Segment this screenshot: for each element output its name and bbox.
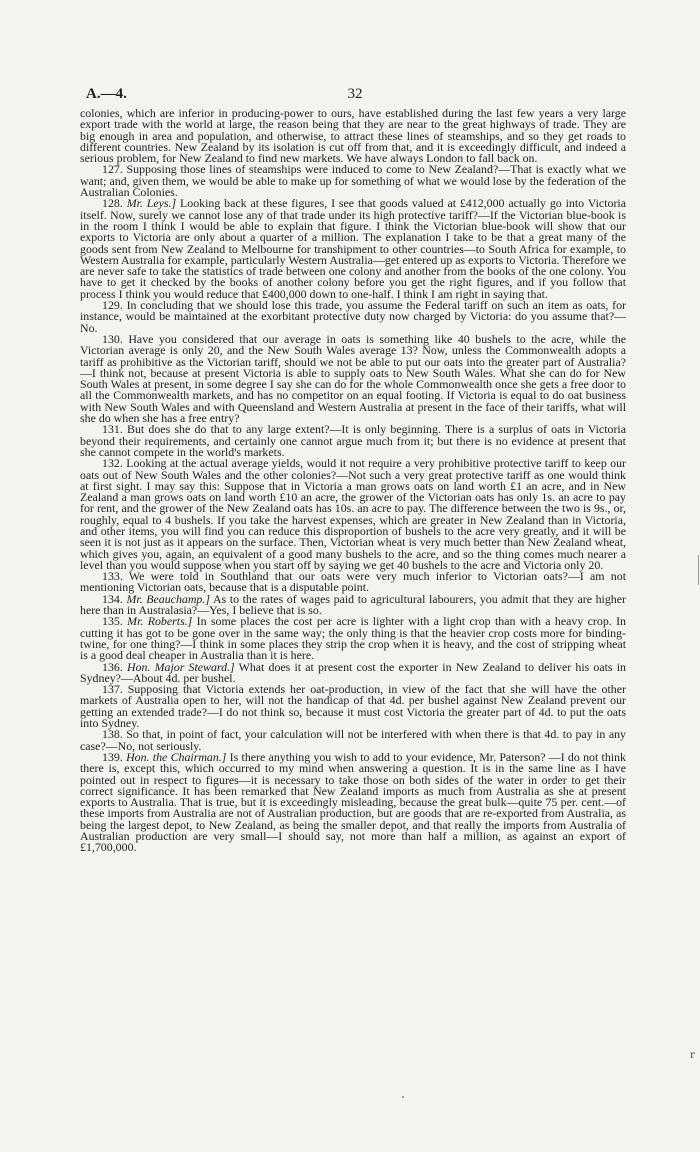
paragraph-135: 135. Mr. Roberts.] In some places the cost per acre is lighter with a light crop than with a heavy crop. In cutting it has got to be gone over in the same way; the only thing is that the heavier crop costs more for binding-twine, for one thing?—I think in some places they strip the crop when it is heavy, and the cost of stripping wheat is a good deal cheaper in Australia than it is here. [80,614,626,663]
paragraph-137: 137. Supposing that Victoria extends her oat-production, in view of the fact that she will have the other markets of Australia open to her, will not the handicap of that 4d. per bushel against New Zealand prevent our getting an extended trade?—I do not think so, because it must cost Victoria the greater part of 4d. to put the oats into Sydney. [80,682,626,731]
margin-mark: r [690,1050,695,1061]
evidence-text [80,108,626,854]
document-code: A.—4. [86,86,127,102]
paragraph-139: 139. Hon. the Chairman.] Is there anything you wish to add to your evidence, Mr. Paterson? —I do not think there is, except this, which occurred to my mind when answering a question. It is in the same line as I have pointed out in respect to figures—it is necessary to take those on both sides of the water in order to get their correct significance. It has been remarked that New Zealand imports as much from Australia as she at present exports to Australia. That is true, but it is exceedingly misleading, because the great bulk—quite 75 per. cent.—of these imports from Australia are not of Australian production, but are goods that are re-exported from Australia, as being the largest depot, to New Zealand, as being the smaller depot, and that really the imports from Australia of Australian production are very small—I should say, not more than half a million, as against an export of £1,700,000. [80,749,626,855]
page-number: 32 [347,86,363,102]
speaker-name: Mr. Roberts.] [127,614,193,629]
paragraph-134: 134. Mr. Beauchamp.] As to the rates of wages paid to agricultural labourers, you admit that they are higher here than in Australasia?—Yes, I believe that is so. [80,591,626,618]
paragraph-132: 132. Looking at the actual average yields, would it not require a very prohibitive protective tariff to keep our oats out of New South Wales and the other colonies?—Not such a very great protective tariff as one would think at first sight. I may say this: Suppose that in Victoria a man grows oats on land worth £1 an acre, and in New Zealand a man grows oats on land worth £10 an acre, the grower of the Victorian oats has only 1s. an acre to pay for rent, and the grower of the New Zealand oats has 10s. an acre to pay. The difference between the two is 9s., or, roughly, equal to 4 bushels. If you take the harvest expenses, which are greater in New Zealand than in Victoria, and other items, you will find you can reduce this disproportion of bushels to the acre very greatly, and it will be seen it is not just as it appears on the surface. Then, Victorian wheat is very much better than New Zealand wheat, which gives you, again, an equivalent of a good many bushels to the acre, and so the thing comes much nearer a level than you would suppose when you start off by saying we get 40 bushels to the acre and Victoria only 20. [80,456,626,572]
speaker-name: Hon. Major Steward.] [126,659,235,674]
paragraph-131: 131. But does she do that to any large extent?—It is only beginning. There is a surplus of oats in Victoria beyond their requirements, and certainly one cannot argue much from it; but there is no evidence at present that she cannot compete in the world's markets. [80,422,626,459]
paragraph-0: colonies, which are inferior in producing-power to ours, have established during the last few years a very large export trade with the world at large, the reason being that they are near to the great highways of trade. They are big enough in area and population, and otherwise, to attract these lines of steamships, and so they get roads to different countries. New Zealand by its isolation is cut off from that, and it is exceedingly difficult, and indeed a serious problem, for New Zealand to find new markets. We have always London to fall back on. [80,106,626,166]
paragraph-138: 138. So that, in point of fact, your calculation will not be interfered with when there is that 4d. to pay in any case?—No, not seriously. [80,727,626,753]
paragraph-128: 128. Mr. Leys.] Looking back at these figures, I see that goods valued at £412,000 actually go into Victoria itself. Now, surely we cannot lose any of that trade under its high protective tariff?—If the Victorian blue-book is in the room I think I would be able to explain that figure. I think the Victorian blue-book will show that our exports to Victoria are only about a quarter of a million. The explanation I take to be that a great many of the goods sent from New Zealand to Melbourne for transhipment to other countries—to South Africa for example, to Western Australia for example, particularly Western Australia—get entered up as exports to Victoria. Therefore we are never safe to take the statistics of trade between one colony and another from the books of the one colony. You have to get it checked by the books of another colony before you get the right figures, and if you follow that process I think you would reduce that £400,000 down to one-half. I think I am right in saying that. [80,196,626,301]
paragraph-130: 130. Have you considered that our average in oats is something like 40 bushels to the acre, while the Victorian average is only 20, and the New South Wales average 13? Now, unless the Commonwealth adopts a tariff as prohibitive as the Victorian tariff, should we not be able to put our oats into the greater part of Australia?—I think not, because at present Victoria is able to supply oats to New South Wales. What she can do for New South Wales at present, in some degree I say she can do for the whole Commonwealth once she gets a free door to all the Commonwealth markets, and has no competitor on an equal footing. If Victoria is equal to do oat business with New South Wales and with Queensland and Western Australia at present in the face of their tariffs, what will she do when she has a free entry? [80,331,626,426]
paragraph-133: 133. We were told in Southland that our oats were very much inferior to Victorian oats?—I am not mentioning Victorian oats, because that is a disputable point. [80,569,626,595]
paragraph-136: 136. Hon. Major Steward.] What does it at present cost the exporter in New Zealand to deliver his oats in Sydney?—About 4d. per bushel. [80,659,626,685]
stray-dot [402,1096,404,1098]
speaker-name: Mr. Leys.] [126,196,177,211]
speaker-name: Mr. Beauchamp.] [126,591,210,606]
page-header [86,86,624,106]
paragraph-127: 127. Supposing those lines of steamships were induced to come to New Zealand?—That is exactly what we want; and, given them, we would be able to make up for something of what we would lose by the federation of the Australian Colonies. [80,162,626,200]
paragraph-129: 129. In concluding that we should lose this trade, you assume the Federal tariff on such an item as oats, for instance, would be maintained at the exorbitant protective duty now charged by Victoria: do you assume that?—No. [80,298,626,335]
speaker-name: Hon. the Chairman.] [126,749,227,764]
edge-mark [698,555,699,585]
